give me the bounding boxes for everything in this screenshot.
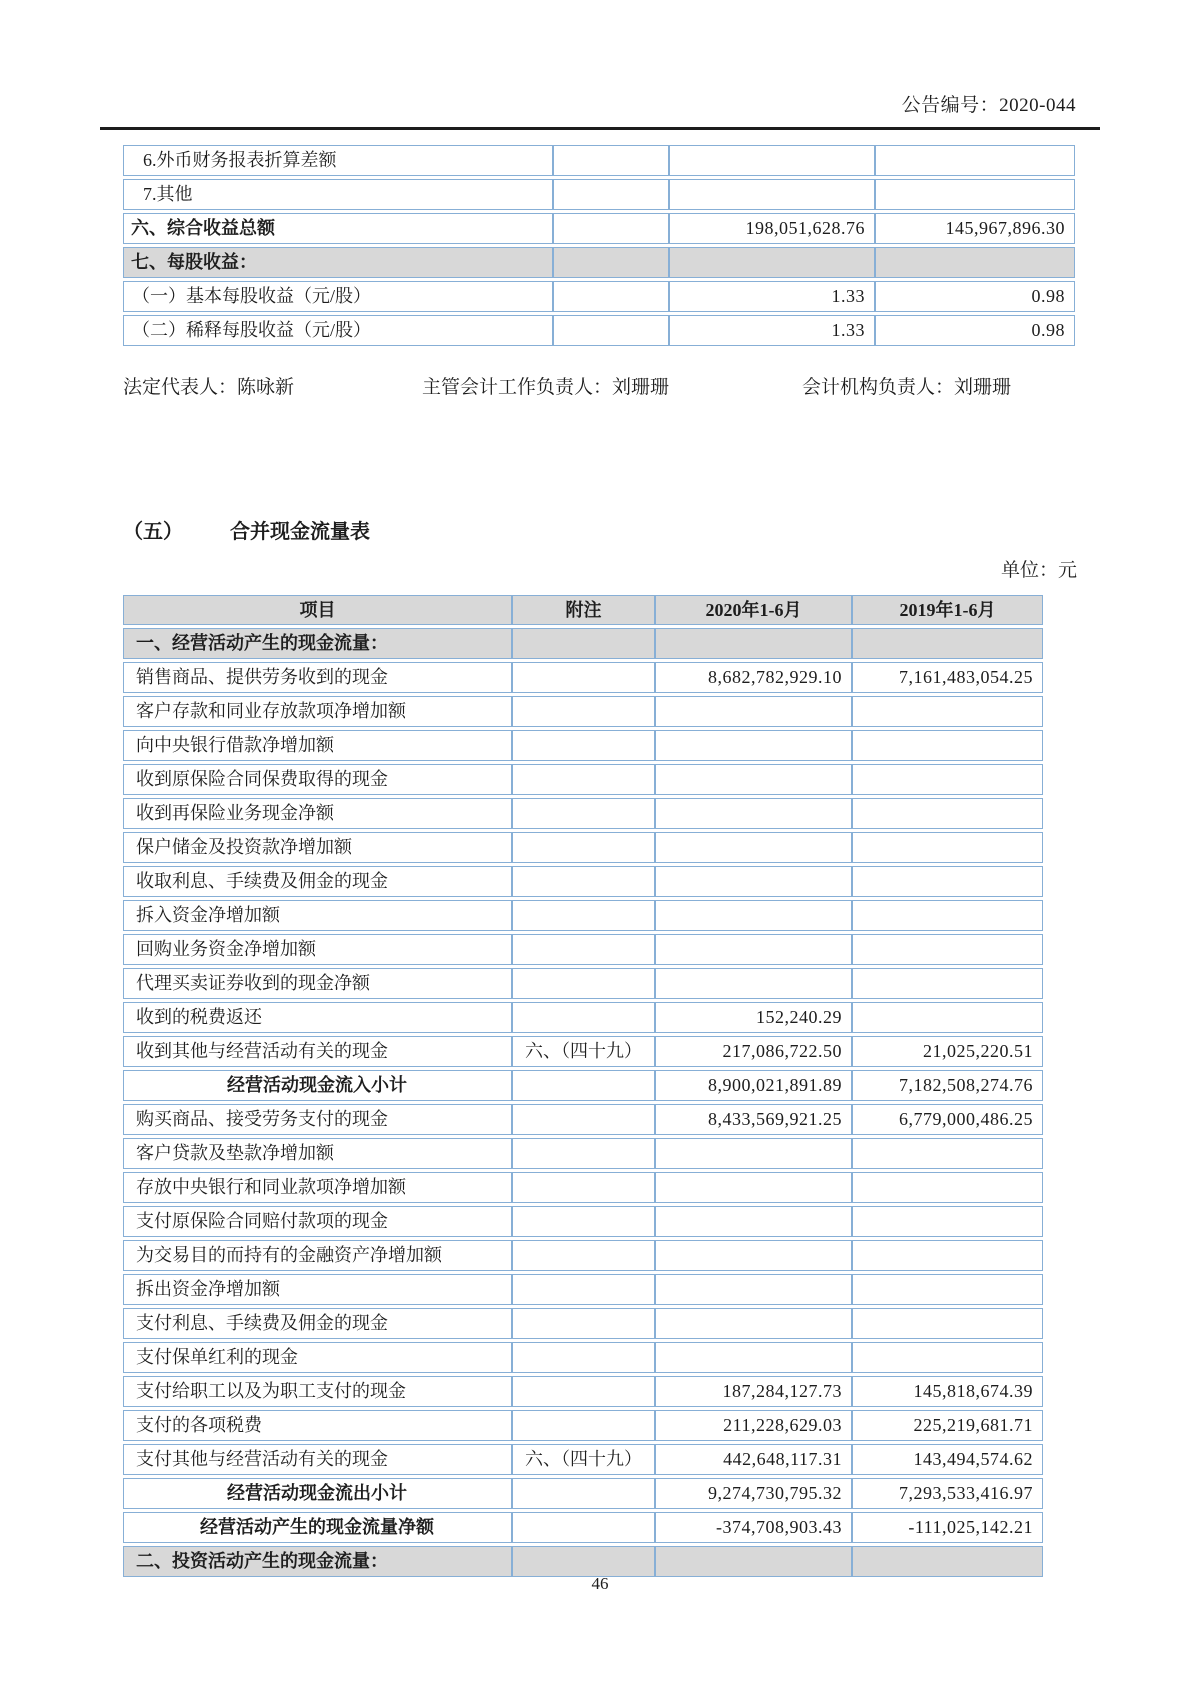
- unit-label: 单位：元: [1000, 560, 1077, 581]
- cell-y2020: 1.33: [669, 315, 875, 346]
- cell-y2019: 6,779,000,486.25: [852, 1104, 1043, 1135]
- cell-label: 经营活动现金流出小计: [123, 1478, 512, 1509]
- table-row: [123, 1546, 1043, 1577]
- cell-y2020: [655, 832, 852, 863]
- cell-y2020: 211,228,629.03: [655, 1410, 852, 1441]
- cell-label: 购买商品、接受劳务支付的现金: [123, 1104, 512, 1135]
- table-row: [123, 1240, 1043, 1271]
- cell-label: 支付其他与经营活动有关的现金: [123, 1444, 512, 1475]
- table-row: [123, 1002, 1043, 1033]
- cell-label: 收到再保险业务现金净额: [123, 798, 512, 829]
- cell-y2019: 0.98: [875, 281, 1075, 312]
- income-statement-tail-table-wrap: [123, 142, 1075, 349]
- table-row: [123, 798, 1043, 829]
- cell-note: [553, 247, 669, 278]
- cell-y2019: [852, 1138, 1043, 1169]
- cell-note: [512, 1002, 655, 1033]
- table-row: [123, 1206, 1043, 1237]
- cell-y2019: 7,293,533,416.97: [852, 1478, 1043, 1509]
- cell-y2020: 152,240.29: [655, 1002, 852, 1033]
- cell-note: [512, 934, 655, 965]
- section-index: （五）: [123, 521, 183, 543]
- table-row: [123, 934, 1043, 965]
- table-row: [123, 1274, 1043, 1305]
- cell-y2020: [669, 145, 875, 176]
- cell-y2020: [655, 900, 852, 931]
- cell-y2020: [655, 1240, 852, 1271]
- cell-note: [512, 798, 655, 829]
- table-row: [123, 1512, 1043, 1543]
- cell-y2020: [655, 1206, 852, 1237]
- table-row: [123, 145, 1075, 176]
- cell-y2019: [852, 968, 1043, 999]
- cell-y2020: 8,433,569,921.25: [655, 1104, 852, 1135]
- cell-note: [553, 213, 669, 244]
- cell-y2020: [669, 179, 875, 210]
- cell-label: 经营活动现金流入小计: [123, 1070, 512, 1101]
- cell-label: （一）基本每股收益（元/股）: [123, 281, 553, 312]
- cell-y2019: 145,967,896.30: [875, 213, 1075, 244]
- cell-label: 支付给职工以及为职工支付的现金: [123, 1376, 512, 1407]
- cell-note: [553, 281, 669, 312]
- cell-note: [512, 832, 655, 863]
- cell-note: [512, 662, 655, 693]
- cell-y2020: [655, 866, 852, 897]
- cell-label: 拆入资金净增加额: [123, 900, 512, 931]
- table-row: [123, 662, 1043, 693]
- table-row: [123, 1376, 1043, 1407]
- table-row: [123, 832, 1043, 863]
- cell-y2020: [655, 1138, 852, 1169]
- cell-y2019: [852, 696, 1043, 727]
- cell-note: [512, 1546, 655, 1577]
- cell-note: [553, 315, 669, 346]
- cell-label: 收到的税费返还: [123, 1002, 512, 1033]
- column-header-note: 附注: [512, 595, 655, 625]
- cell-label: 向中央银行借款净增加额: [123, 730, 512, 761]
- cell-note: [512, 900, 655, 931]
- cell-note: [512, 1240, 655, 1271]
- income-statement-tail-table: [123, 142, 1075, 349]
- cell-y2020: [655, 968, 852, 999]
- cell-note: 六、（四十九）: [512, 1444, 655, 1475]
- cell-y2020: [655, 934, 852, 965]
- cell-y2019: 7,182,508,274.76: [852, 1070, 1043, 1101]
- cell-y2020: [669, 247, 875, 278]
- table-row: [123, 1308, 1043, 1339]
- cell-label: （二）稀释每股收益（元/股）: [123, 315, 553, 346]
- announcement-number: 公告编号：2020-044: [901, 95, 1076, 116]
- cell-y2020: [655, 798, 852, 829]
- cell-y2019: [852, 1206, 1043, 1237]
- cell-y2020: [655, 1308, 852, 1339]
- cell-label: 经营活动产生的现金流量净额: [123, 1512, 512, 1543]
- cell-y2020: 8,682,782,929.10: [655, 662, 852, 693]
- cell-note: [512, 628, 655, 659]
- cashflow-header-row: [123, 595, 1043, 625]
- cell-y2020: -374,708,903.43: [655, 1512, 852, 1543]
- table-row: [123, 247, 1075, 278]
- cell-note: [553, 145, 669, 176]
- cell-y2019: [852, 764, 1043, 795]
- cell-y2019: [852, 934, 1043, 965]
- cell-note: [512, 968, 655, 999]
- cell-y2020: [655, 1546, 852, 1577]
- cell-note: [512, 696, 655, 727]
- cell-y2019: 21,025,220.51: [852, 1036, 1043, 1067]
- table-row: [123, 1478, 1043, 1509]
- cell-y2020: 198,051,628.76: [669, 213, 875, 244]
- cell-y2019: [852, 628, 1043, 659]
- column-header-item: 项目: [123, 595, 512, 625]
- cell-y2019: [852, 1546, 1043, 1577]
- table-row: [123, 315, 1075, 346]
- cell-label: 为交易目的而持有的金融资产净增加额: [123, 1240, 512, 1271]
- cell-label: 存放中央银行和同业款项净增加额: [123, 1172, 512, 1203]
- cell-y2019: 145,818,674.39: [852, 1376, 1043, 1407]
- table-row: [123, 179, 1075, 210]
- cell-y2020: [655, 696, 852, 727]
- cell-label: 二、投资活动产生的现金流量：: [123, 1546, 512, 1577]
- cell-label: 拆出资金净增加额: [123, 1274, 512, 1305]
- cell-y2019: 0.98: [875, 315, 1075, 346]
- cashflow-table: [123, 592, 1043, 1580]
- cell-y2019: [852, 866, 1043, 897]
- cell-y2020: [655, 628, 852, 659]
- table-row: [123, 1410, 1043, 1441]
- cell-y2020: [655, 1172, 852, 1203]
- page-number: 46: [591, 1574, 609, 1593]
- chief-accounting-officer: 主管会计工作负责人：刘珊珊: [422, 377, 670, 398]
- cell-label: 支付原保险合同赔付款项的现金: [123, 1206, 512, 1237]
- cell-label: 收到其他与经营活动有关的现金: [123, 1036, 512, 1067]
- table-row: [123, 213, 1075, 244]
- table-row: [123, 1138, 1043, 1169]
- cell-label: 七、每股收益：: [123, 247, 553, 278]
- table-row: [123, 866, 1043, 897]
- cell-y2019: [852, 730, 1043, 761]
- cell-note: [512, 866, 655, 897]
- cell-label: 收取利息、手续费及佣金的现金: [123, 866, 512, 897]
- cell-note: [512, 764, 655, 795]
- cell-y2019: [852, 1172, 1043, 1203]
- cell-label: 收到原保险合同保费取得的现金: [123, 764, 512, 795]
- cell-y2019: [875, 145, 1075, 176]
- cell-y2020: 217,086,722.50: [655, 1036, 852, 1067]
- cell-label: 6.外币财务报表折算差额: [123, 145, 553, 176]
- cell-y2019: -111,025,142.21: [852, 1512, 1043, 1543]
- cell-label: 保户储金及投资款净增加额: [123, 832, 512, 863]
- cell-note: [512, 1512, 655, 1543]
- cell-note: [512, 1410, 655, 1441]
- cell-y2020: 9,274,730,795.32: [655, 1478, 852, 1509]
- cell-note: [512, 1376, 655, 1407]
- cell-y2019: 225,219,681.71: [852, 1410, 1043, 1441]
- cell-y2019: [852, 1240, 1043, 1271]
- cell-y2020: [655, 730, 852, 761]
- cell-y2019: [852, 1002, 1043, 1033]
- cell-y2020: 187,284,127.73: [655, 1376, 852, 1407]
- cell-label: 支付的各项税费: [123, 1410, 512, 1441]
- table-row: [123, 1172, 1043, 1203]
- cell-note: [512, 1274, 655, 1305]
- cell-note: [512, 1070, 655, 1101]
- table-row: [123, 1104, 1043, 1135]
- cell-y2020: 442,648,117.31: [655, 1444, 852, 1475]
- table-row: [123, 696, 1043, 727]
- table-row: [123, 1444, 1043, 1475]
- cell-y2019: [875, 247, 1075, 278]
- cell-note: [512, 1206, 655, 1237]
- table-row: [123, 281, 1075, 312]
- table-row: [123, 968, 1043, 999]
- cell-note: 六、（四十九）: [512, 1036, 655, 1067]
- cell-note: [512, 1308, 655, 1339]
- cell-note: [512, 730, 655, 761]
- cell-label: 客户存款和同业存放款项净增加额: [123, 696, 512, 727]
- signature-row: [123, 372, 1075, 398]
- cell-y2019: 143,494,574.62: [852, 1444, 1043, 1475]
- cell-note: [512, 1172, 655, 1203]
- legal-representative: 法定代表人：陈咏新: [123, 377, 295, 398]
- cell-label: 销售商品、提供劳务收到的现金: [123, 662, 512, 693]
- cell-note: [512, 1138, 655, 1169]
- cell-label: 六、综合收益总额: [123, 213, 553, 244]
- header-rule: [100, 127, 1100, 130]
- cell-label: 支付保单红利的现金: [123, 1342, 512, 1373]
- table-row: [123, 1342, 1043, 1373]
- cell-y2019: [852, 900, 1043, 931]
- cell-label: 代理买卖证券收到的现金净额: [123, 968, 512, 999]
- column-header-2019: 2019年1-6月: [852, 595, 1043, 625]
- cell-y2019: [852, 1342, 1043, 1373]
- cashflow-table-wrap: [123, 592, 1043, 1580]
- cell-y2020: 8,900,021,891.89: [655, 1070, 852, 1101]
- cell-label: 一、经营活动产生的现金流量：: [123, 628, 512, 659]
- cell-note: [512, 1342, 655, 1373]
- cell-label: 回购业务资金净增加额: [123, 934, 512, 965]
- table-row: [123, 628, 1043, 659]
- section-title: [123, 515, 370, 544]
- cell-note: [512, 1104, 655, 1135]
- table-row: [123, 764, 1043, 795]
- cell-note: [512, 1478, 655, 1509]
- table-row: [123, 1036, 1043, 1067]
- cell-y2019: 7,161,483,054.25: [852, 662, 1043, 693]
- section-name: 合并现金流量表: [230, 521, 370, 543]
- cell-y2020: [655, 764, 852, 795]
- cell-y2020: [655, 1274, 852, 1305]
- cell-y2019: [852, 1274, 1043, 1305]
- cell-y2019: [852, 798, 1043, 829]
- table-row: [123, 900, 1043, 931]
- table-row: [123, 1070, 1043, 1101]
- accounting-dept-head: 会计机构负责人：刘珊珊: [802, 377, 1012, 398]
- cell-y2020: 1.33: [669, 281, 875, 312]
- table-row: [123, 730, 1043, 761]
- cell-label: 客户贷款及垫款净增加额: [123, 1138, 512, 1169]
- cell-label: 支付利息、手续费及佣金的现金: [123, 1308, 512, 1339]
- cell-y2020: [655, 1342, 852, 1373]
- cell-y2019: [852, 832, 1043, 863]
- cell-note: [553, 179, 669, 210]
- cell-y2019: [875, 179, 1075, 210]
- column-header-2020: 2020年1-6月: [655, 595, 852, 625]
- cell-y2019: [852, 1308, 1043, 1339]
- cell-label: 7.其他: [123, 179, 553, 210]
